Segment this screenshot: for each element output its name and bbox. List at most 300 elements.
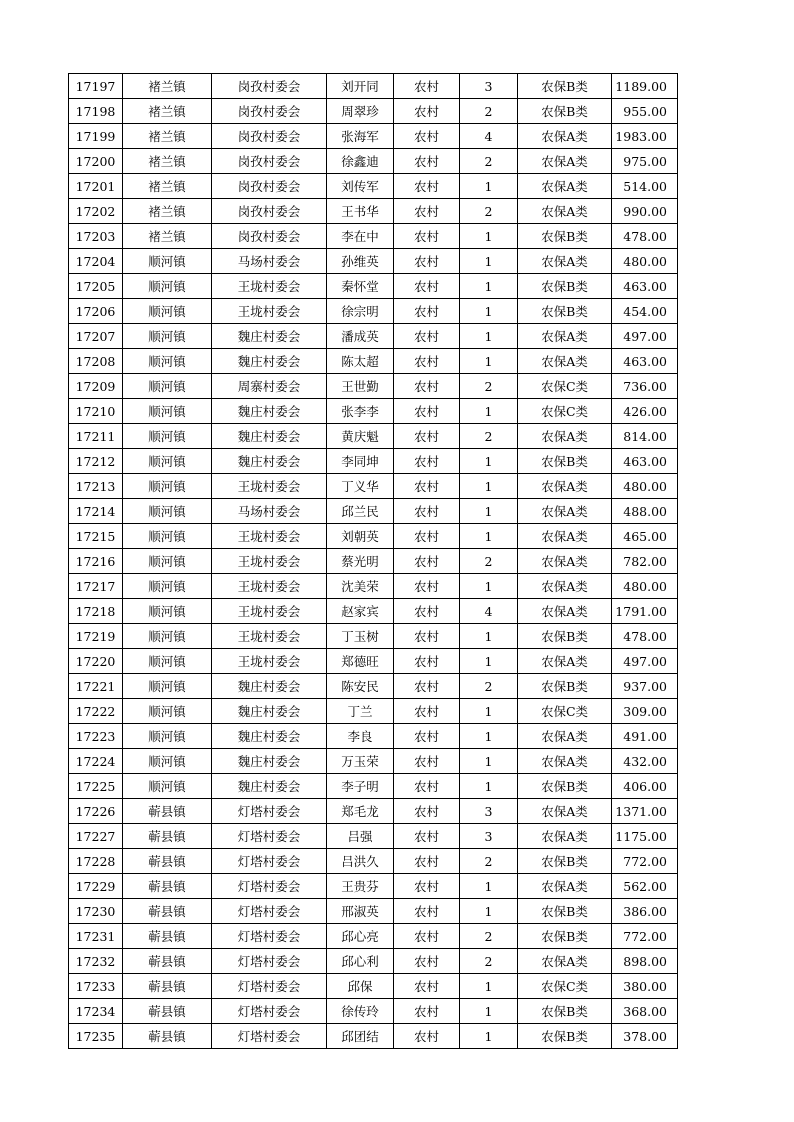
cell-serial: 17199 bbox=[69, 124, 123, 149]
cell-serial: 17216 bbox=[69, 549, 123, 574]
cell-type: 农村 bbox=[394, 449, 460, 474]
cell-village: 岗孜村委会 bbox=[212, 174, 327, 199]
cell-serial: 17226 bbox=[69, 799, 123, 824]
cell-village: 魏庄村委会 bbox=[212, 449, 327, 474]
cell-count: 3 bbox=[460, 824, 518, 849]
cell-category: 农保B类 bbox=[518, 299, 612, 324]
cell-serial: 17198 bbox=[69, 99, 123, 124]
cell-town: 蕲县镇 bbox=[123, 899, 212, 924]
cell-town: 顺河镇 bbox=[123, 699, 212, 724]
cell-town: 顺河镇 bbox=[123, 449, 212, 474]
table-row bbox=[69, 724, 678, 749]
cell-type: 农村 bbox=[394, 224, 460, 249]
cell-count: 1 bbox=[460, 399, 518, 424]
cell-count: 4 bbox=[460, 599, 518, 624]
roster-body bbox=[69, 74, 678, 1049]
cell-village: 岗孜村委会 bbox=[212, 124, 327, 149]
cell-name: 李同坤 bbox=[327, 449, 394, 474]
table-row bbox=[69, 74, 678, 99]
cell-name: 黄庆魁 bbox=[327, 424, 394, 449]
cell-village: 岗孜村委会 bbox=[212, 99, 327, 124]
cell-name: 蔡光明 bbox=[327, 549, 394, 574]
cell-type: 农村 bbox=[394, 74, 460, 99]
cell-category: 农保A类 bbox=[518, 524, 612, 549]
cell-name: 李良 bbox=[327, 724, 394, 749]
cell-category: 农保C类 bbox=[518, 374, 612, 399]
cell-town: 顺河镇 bbox=[123, 424, 212, 449]
cell-serial: 17212 bbox=[69, 449, 123, 474]
cell-village: 王垅村委会 bbox=[212, 274, 327, 299]
cell-type: 农村 bbox=[394, 849, 460, 874]
cell-town: 顺河镇 bbox=[123, 299, 212, 324]
table-row bbox=[69, 649, 678, 674]
cell-village: 灯塔村委会 bbox=[212, 1024, 327, 1049]
cell-category: 农保A类 bbox=[518, 124, 612, 149]
table-row bbox=[69, 249, 678, 274]
cell-amount: 955.00 bbox=[612, 99, 678, 124]
cell-amount: 480.00 bbox=[612, 574, 678, 599]
cell-name: 李子明 bbox=[327, 774, 394, 799]
cell-type: 农村 bbox=[394, 624, 460, 649]
cell-category: 农保A类 bbox=[518, 324, 612, 349]
cell-name: 吕洪久 bbox=[327, 849, 394, 874]
cell-amount: 426.00 bbox=[612, 399, 678, 424]
cell-serial: 17232 bbox=[69, 949, 123, 974]
cell-amount: 480.00 bbox=[612, 249, 678, 274]
cell-serial: 17219 bbox=[69, 624, 123, 649]
cell-town: 褚兰镇 bbox=[123, 174, 212, 199]
cell-serial: 17214 bbox=[69, 499, 123, 524]
table-row bbox=[69, 974, 678, 999]
cell-serial: 17222 bbox=[69, 699, 123, 724]
cell-category: 农保A类 bbox=[518, 474, 612, 499]
table-row bbox=[69, 949, 678, 974]
table-row bbox=[69, 449, 678, 474]
cell-count: 2 bbox=[460, 199, 518, 224]
cell-town: 顺河镇 bbox=[123, 399, 212, 424]
cell-name: 万玉荣 bbox=[327, 749, 394, 774]
cell-name: 张海军 bbox=[327, 124, 394, 149]
cell-serial: 17201 bbox=[69, 174, 123, 199]
table-row bbox=[69, 499, 678, 524]
cell-type: 农村 bbox=[394, 349, 460, 374]
cell-town: 顺河镇 bbox=[123, 724, 212, 749]
cell-count: 3 bbox=[460, 799, 518, 824]
cell-village: 王垅村委会 bbox=[212, 299, 327, 324]
cell-town: 蕲县镇 bbox=[123, 1024, 212, 1049]
cell-name: 邱兰民 bbox=[327, 499, 394, 524]
cell-amount: 497.00 bbox=[612, 324, 678, 349]
cell-category: 农保A类 bbox=[518, 599, 612, 624]
cell-serial: 17217 bbox=[69, 574, 123, 599]
cell-town: 褚兰镇 bbox=[123, 199, 212, 224]
cell-town: 蕲县镇 bbox=[123, 799, 212, 824]
cell-type: 农村 bbox=[394, 149, 460, 174]
cell-village: 灯塔村委会 bbox=[212, 949, 327, 974]
cell-name: 丁兰 bbox=[327, 699, 394, 724]
cell-type: 农村 bbox=[394, 774, 460, 799]
cell-village: 魏庄村委会 bbox=[212, 324, 327, 349]
cell-count: 1 bbox=[460, 874, 518, 899]
cell-count: 1 bbox=[460, 749, 518, 774]
cell-type: 农村 bbox=[394, 474, 460, 499]
cell-name: 吕强 bbox=[327, 824, 394, 849]
cell-serial: 17200 bbox=[69, 149, 123, 174]
cell-town: 蕲县镇 bbox=[123, 924, 212, 949]
cell-category: 农保C类 bbox=[518, 399, 612, 424]
cell-category: 农保B类 bbox=[518, 774, 612, 799]
cell-town: 顺河镇 bbox=[123, 574, 212, 599]
cell-town: 顺河镇 bbox=[123, 649, 212, 674]
cell-serial: 17208 bbox=[69, 349, 123, 374]
cell-count: 1 bbox=[460, 474, 518, 499]
cell-amount: 463.00 bbox=[612, 349, 678, 374]
cell-village: 灯塔村委会 bbox=[212, 849, 327, 874]
cell-count: 2 bbox=[460, 674, 518, 699]
table-row bbox=[69, 599, 678, 624]
cell-name: 张李李 bbox=[327, 399, 394, 424]
cell-name: 王贵芬 bbox=[327, 874, 394, 899]
cell-count: 4 bbox=[460, 124, 518, 149]
cell-village: 王垅村委会 bbox=[212, 574, 327, 599]
cell-amount: 478.00 bbox=[612, 624, 678, 649]
cell-village: 马场村委会 bbox=[212, 249, 327, 274]
cell-type: 农村 bbox=[394, 874, 460, 899]
cell-village: 灯塔村委会 bbox=[212, 799, 327, 824]
cell-serial: 17221 bbox=[69, 674, 123, 699]
cell-category: 农保B类 bbox=[518, 624, 612, 649]
cell-amount: 782.00 bbox=[612, 549, 678, 574]
cell-name: 郑德旺 bbox=[327, 649, 394, 674]
cell-type: 农村 bbox=[394, 424, 460, 449]
table-row bbox=[69, 674, 678, 699]
cell-category: 农保B类 bbox=[518, 924, 612, 949]
cell-type: 农村 bbox=[394, 699, 460, 724]
cell-amount: 562.00 bbox=[612, 874, 678, 899]
cell-name: 刘朝英 bbox=[327, 524, 394, 549]
cell-town: 顺河镇 bbox=[123, 349, 212, 374]
cell-village: 魏庄村委会 bbox=[212, 774, 327, 799]
cell-type: 农村 bbox=[394, 99, 460, 124]
cell-category: 农保B类 bbox=[518, 449, 612, 474]
cell-amount: 772.00 bbox=[612, 849, 678, 874]
cell-category: 农保B类 bbox=[518, 1024, 612, 1049]
cell-town: 褚兰镇 bbox=[123, 74, 212, 99]
cell-type: 农村 bbox=[394, 399, 460, 424]
cell-category: 农保A类 bbox=[518, 199, 612, 224]
cell-category: 农保A类 bbox=[518, 724, 612, 749]
cell-amount: 1189.00 bbox=[612, 74, 678, 99]
cell-serial: 17213 bbox=[69, 474, 123, 499]
table-row bbox=[69, 474, 678, 499]
cell-type: 农村 bbox=[394, 949, 460, 974]
cell-village: 王垅村委会 bbox=[212, 549, 327, 574]
cell-town: 顺河镇 bbox=[123, 749, 212, 774]
cell-type: 农村 bbox=[394, 674, 460, 699]
cell-category: 农保A类 bbox=[518, 249, 612, 274]
cell-amount: 454.00 bbox=[612, 299, 678, 324]
cell-amount: 478.00 bbox=[612, 224, 678, 249]
cell-amount: 990.00 bbox=[612, 199, 678, 224]
cell-name: 潘成英 bbox=[327, 324, 394, 349]
table-row bbox=[69, 124, 678, 149]
cell-category: 农保A类 bbox=[518, 424, 612, 449]
cell-category: 农保B类 bbox=[518, 224, 612, 249]
cell-type: 农村 bbox=[394, 499, 460, 524]
cell-name: 刘传军 bbox=[327, 174, 394, 199]
cell-town: 褚兰镇 bbox=[123, 149, 212, 174]
cell-amount: 898.00 bbox=[612, 949, 678, 974]
cell-category: 农保A类 bbox=[518, 349, 612, 374]
cell-count: 1 bbox=[460, 774, 518, 799]
cell-amount: 488.00 bbox=[612, 499, 678, 524]
cell-village: 魏庄村委会 bbox=[212, 724, 327, 749]
cell-village: 王垅村委会 bbox=[212, 649, 327, 674]
table-row bbox=[69, 274, 678, 299]
cell-town: 蕲县镇 bbox=[123, 999, 212, 1024]
cell-category: 农保A类 bbox=[518, 874, 612, 899]
cell-category: 农保B类 bbox=[518, 849, 612, 874]
cell-village: 岗孜村委会 bbox=[212, 74, 327, 99]
table-row bbox=[69, 424, 678, 449]
cell-name: 沈美荣 bbox=[327, 574, 394, 599]
cell-amount: 480.00 bbox=[612, 474, 678, 499]
cell-town: 顺河镇 bbox=[123, 599, 212, 624]
table-row bbox=[69, 999, 678, 1024]
cell-village: 魏庄村委会 bbox=[212, 399, 327, 424]
cell-count: 1 bbox=[460, 449, 518, 474]
cell-serial: 17233 bbox=[69, 974, 123, 999]
cell-name: 李在中 bbox=[327, 224, 394, 249]
cell-name: 陈安民 bbox=[327, 674, 394, 699]
cell-count: 2 bbox=[460, 549, 518, 574]
cell-serial: 17225 bbox=[69, 774, 123, 799]
cell-category: 农保A类 bbox=[518, 949, 612, 974]
cell-amount: 1175.00 bbox=[612, 824, 678, 849]
cell-count: 2 bbox=[460, 424, 518, 449]
table-row bbox=[69, 799, 678, 824]
cell-count: 1 bbox=[460, 899, 518, 924]
cell-amount: 736.00 bbox=[612, 374, 678, 399]
cell-amount: 309.00 bbox=[612, 699, 678, 724]
table-row bbox=[69, 699, 678, 724]
cell-amount: 378.00 bbox=[612, 1024, 678, 1049]
cell-name: 丁玉树 bbox=[327, 624, 394, 649]
cell-amount: 463.00 bbox=[612, 449, 678, 474]
cell-serial: 17211 bbox=[69, 424, 123, 449]
cell-count: 1 bbox=[460, 574, 518, 599]
table-row bbox=[69, 749, 678, 774]
table-row bbox=[69, 149, 678, 174]
cell-serial: 17234 bbox=[69, 999, 123, 1024]
cell-count: 2 bbox=[460, 949, 518, 974]
cell-category: 农保A类 bbox=[518, 649, 612, 674]
table-row bbox=[69, 224, 678, 249]
cell-type: 农村 bbox=[394, 824, 460, 849]
cell-count: 1 bbox=[460, 974, 518, 999]
cell-name: 徐鑫迪 bbox=[327, 149, 394, 174]
table-row bbox=[69, 199, 678, 224]
cell-town: 顺河镇 bbox=[123, 674, 212, 699]
cell-town: 顺河镇 bbox=[123, 524, 212, 549]
cell-type: 农村 bbox=[394, 649, 460, 674]
cell-serial: 17224 bbox=[69, 749, 123, 774]
cell-type: 农村 bbox=[394, 749, 460, 774]
cell-town: 顺河镇 bbox=[123, 624, 212, 649]
cell-count: 2 bbox=[460, 149, 518, 174]
cell-town: 顺河镇 bbox=[123, 774, 212, 799]
cell-town: 顺河镇 bbox=[123, 474, 212, 499]
cell-name: 邢淑英 bbox=[327, 899, 394, 924]
cell-serial: 17228 bbox=[69, 849, 123, 874]
roster-table bbox=[68, 73, 678, 1049]
cell-serial: 17223 bbox=[69, 724, 123, 749]
cell-amount: 814.00 bbox=[612, 424, 678, 449]
cell-count: 1 bbox=[460, 499, 518, 524]
cell-village: 王垅村委会 bbox=[212, 624, 327, 649]
cell-count: 1 bbox=[460, 649, 518, 674]
cell-name: 王书华 bbox=[327, 199, 394, 224]
cell-village: 灯塔村委会 bbox=[212, 824, 327, 849]
cell-village: 灯塔村委会 bbox=[212, 974, 327, 999]
cell-amount: 975.00 bbox=[612, 149, 678, 174]
table-row bbox=[69, 824, 678, 849]
cell-serial: 17210 bbox=[69, 399, 123, 424]
cell-category: 农保A类 bbox=[518, 574, 612, 599]
cell-serial: 17215 bbox=[69, 524, 123, 549]
table-row bbox=[69, 524, 678, 549]
cell-count: 2 bbox=[460, 99, 518, 124]
cell-amount: 386.00 bbox=[612, 899, 678, 924]
table-row bbox=[69, 874, 678, 899]
cell-count: 2 bbox=[460, 849, 518, 874]
cell-village: 王垅村委会 bbox=[212, 599, 327, 624]
cell-type: 农村 bbox=[394, 549, 460, 574]
cell-type: 农村 bbox=[394, 124, 460, 149]
cell-village: 岗孜村委会 bbox=[212, 199, 327, 224]
cell-village: 魏庄村委会 bbox=[212, 699, 327, 724]
cell-serial: 17205 bbox=[69, 274, 123, 299]
cell-category: 农保B类 bbox=[518, 674, 612, 699]
cell-type: 农村 bbox=[394, 574, 460, 599]
cell-village: 岗孜村委会 bbox=[212, 224, 327, 249]
cell-count: 1 bbox=[460, 274, 518, 299]
cell-town: 顺河镇 bbox=[123, 249, 212, 274]
table-row bbox=[69, 574, 678, 599]
cell-town: 蕲县镇 bbox=[123, 824, 212, 849]
cell-category: 农保A类 bbox=[518, 499, 612, 524]
cell-type: 农村 bbox=[394, 199, 460, 224]
cell-count: 1 bbox=[460, 624, 518, 649]
cell-type: 农村 bbox=[394, 299, 460, 324]
cell-amount: 497.00 bbox=[612, 649, 678, 674]
cell-category: 农保A类 bbox=[518, 549, 612, 574]
cell-name: 秦怀堂 bbox=[327, 274, 394, 299]
table-row bbox=[69, 899, 678, 924]
cell-serial: 17207 bbox=[69, 324, 123, 349]
cell-type: 农村 bbox=[394, 274, 460, 299]
cell-serial: 17230 bbox=[69, 899, 123, 924]
cell-category: 农保A类 bbox=[518, 824, 612, 849]
cell-count: 1 bbox=[460, 349, 518, 374]
cell-category: 农保C类 bbox=[518, 974, 612, 999]
cell-name: 邱心亮 bbox=[327, 924, 394, 949]
table-row bbox=[69, 324, 678, 349]
cell-count: 1 bbox=[460, 1024, 518, 1049]
cell-category: 农保C类 bbox=[518, 699, 612, 724]
cell-name: 邱保 bbox=[327, 974, 394, 999]
cell-village: 周寨村委会 bbox=[212, 374, 327, 399]
cell-serial: 17235 bbox=[69, 1024, 123, 1049]
cell-name: 邱团结 bbox=[327, 1024, 394, 1049]
cell-category: 农保B类 bbox=[518, 99, 612, 124]
cell-count: 3 bbox=[460, 74, 518, 99]
table-row bbox=[69, 1024, 678, 1049]
cell-type: 农村 bbox=[394, 174, 460, 199]
cell-serial: 17204 bbox=[69, 249, 123, 274]
cell-amount: 937.00 bbox=[612, 674, 678, 699]
cell-serial: 17231 bbox=[69, 924, 123, 949]
cell-village: 灯塔村委会 bbox=[212, 999, 327, 1024]
table-row bbox=[69, 399, 678, 424]
cell-name: 刘开同 bbox=[327, 74, 394, 99]
cell-count: 1 bbox=[460, 699, 518, 724]
cell-serial: 17218 bbox=[69, 599, 123, 624]
cell-count: 1 bbox=[460, 724, 518, 749]
table-row bbox=[69, 624, 678, 649]
cell-village: 王垅村委会 bbox=[212, 474, 327, 499]
cell-town: 顺河镇 bbox=[123, 499, 212, 524]
cell-town: 蕲县镇 bbox=[123, 849, 212, 874]
cell-village: 魏庄村委会 bbox=[212, 424, 327, 449]
table-row bbox=[69, 549, 678, 574]
cell-amount: 380.00 bbox=[612, 974, 678, 999]
cell-count: 1 bbox=[460, 224, 518, 249]
cell-town: 蕲县镇 bbox=[123, 974, 212, 999]
cell-name: 王世勤 bbox=[327, 374, 394, 399]
cell-serial: 17203 bbox=[69, 224, 123, 249]
cell-village: 魏庄村委会 bbox=[212, 749, 327, 774]
cell-name: 赵家宾 bbox=[327, 599, 394, 624]
cell-type: 农村 bbox=[394, 999, 460, 1024]
cell-town: 蕲县镇 bbox=[123, 949, 212, 974]
cell-category: 农保A类 bbox=[518, 749, 612, 774]
table-row bbox=[69, 349, 678, 374]
cell-amount: 368.00 bbox=[612, 999, 678, 1024]
cell-name: 郑毛龙 bbox=[327, 799, 394, 824]
cell-name: 周翠珍 bbox=[327, 99, 394, 124]
cell-town: 顺河镇 bbox=[123, 324, 212, 349]
cell-town: 褚兰镇 bbox=[123, 224, 212, 249]
cell-serial: 17202 bbox=[69, 199, 123, 224]
cell-amount: 1371.00 bbox=[612, 799, 678, 824]
cell-type: 农村 bbox=[394, 374, 460, 399]
cell-name: 徐宗明 bbox=[327, 299, 394, 324]
cell-type: 农村 bbox=[394, 899, 460, 924]
cell-serial: 17229 bbox=[69, 874, 123, 899]
cell-category: 农保A类 bbox=[518, 174, 612, 199]
cell-type: 农村 bbox=[394, 974, 460, 999]
cell-count: 1 bbox=[460, 249, 518, 274]
cell-amount: 772.00 bbox=[612, 924, 678, 949]
table-row bbox=[69, 299, 678, 324]
cell-village: 岗孜村委会 bbox=[212, 149, 327, 174]
cell-count: 1 bbox=[460, 999, 518, 1024]
cell-category: 农保B类 bbox=[518, 999, 612, 1024]
cell-amount: 465.00 bbox=[612, 524, 678, 549]
cell-town: 顺河镇 bbox=[123, 549, 212, 574]
cell-type: 农村 bbox=[394, 249, 460, 274]
